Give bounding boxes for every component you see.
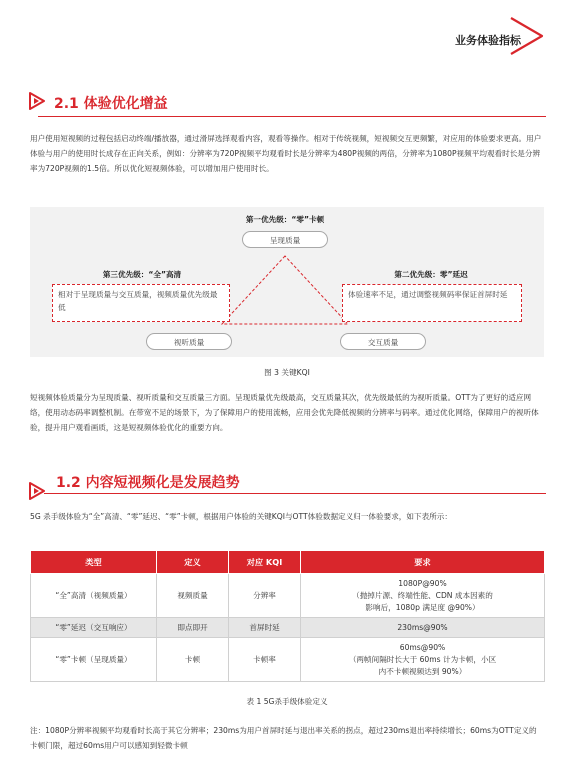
play-icon <box>28 482 46 500</box>
section-divider <box>44 493 546 494</box>
requirement-line: 内不卡顿视频达到 90%） <box>378 666 467 676</box>
section-intro-paragraph: 5G 杀手级体验为“全”高清、“零”延迟、“零”卡顿，根据用户体验的关键KQI与OTT体验数据定义归一体验要求，如下表所示： <box>30 512 452 521</box>
table-cell: “全”高清（视频质量） <box>31 574 157 618</box>
section-divider <box>38 116 546 117</box>
section-title: 1.2 内容短视频化是发展趋势 <box>56 475 240 491</box>
priority-3-description: 相对于呈现质量与交互质量，视频质量优先级最低 <box>52 284 230 322</box>
requirement-line: 60ms@90% <box>399 642 446 652</box>
requirement-line: 影响后，1080p 满足度 @90%） <box>365 602 480 612</box>
table-cell: 即点即开 <box>157 618 229 638</box>
table-cell: 分辨率 <box>229 574 301 618</box>
table-row <box>31 618 545 638</box>
section-intro-paragraph: 用户使用短视频的过程包括启动终端/播放器，通过滑屏选择观看内容，观看等操作。相对于传统视频，短视频交互更频繁，对应用的体验要求更高。用户体验与用户的使用时长成存在正向关系，例如：分辨率为720P视频平均观看时长是分辨率为480P视频的两倍，分辨率为1080P视频平均观看时长是分辨率为720P视频的1.5倍。所以优化短视频体验，可以增加用户使用时长。 <box>30 134 542 173</box>
presentation-quality-pill: 呈现质量 <box>242 231 328 248</box>
priority-3-title: 第三优先级：“全”高清 <box>102 270 182 279</box>
table-row <box>31 574 545 618</box>
audiovisual-quality-pill: 视听质量 <box>146 333 232 350</box>
column-header: 要求 <box>301 551 545 574</box>
priority-2-title: 第二优先级：零”延迟 <box>394 270 468 279</box>
table-cell: 首屏时延 <box>229 618 301 638</box>
chevron-arrow-icon <box>505 15 547 57</box>
header-title: 业务体验指标 <box>455 34 521 47</box>
requirement-line: 1080P@90% <box>398 578 447 588</box>
table-caption: 表 1 5G杀手级体验定义 <box>246 697 328 706</box>
section-title: 2.1 体验优化增益 <box>54 96 168 112</box>
table-note: 注：1080P分辨率视频平均观看时长高于其它分辨率；230ms为用户首屏时延与退出率关系的拐点，超过230ms退出率持续增长；60ms为OTT定义的卡顿门限，超过60ms用户可以感知到轻微卡顿 <box>30 726 537 750</box>
table-cell <box>301 638 545 682</box>
priority-1-title: 第一优先级：“零”卡顿 <box>245 215 325 224</box>
requirement-line: （抛掉片源、终端性能、CDN 成本因素的 <box>352 590 493 600</box>
killer-experience-table <box>30 550 545 682</box>
table-header-row <box>31 551 545 574</box>
table-cell <box>301 618 545 638</box>
column-header: 类型 <box>31 551 157 574</box>
table-cell: “零”卡顿（呈现质量） <box>31 638 157 682</box>
figure-caption: 图 3 关键KQI <box>264 368 310 377</box>
priority-2-description: 体验速率不足，通过调整视频码率保证首屏时延 <box>342 284 522 322</box>
table-cell: 视频质量 <box>157 574 229 618</box>
table-cell: “零”延迟（交互响应） <box>31 618 157 638</box>
section-body-paragraph: 短视频体验质量分为呈现质量、视听质量和交互质量三方面。呈现质量优先级最高，交互质量其次，优先级最低的为视听质量。OTT为了更好的适应网络，使用动态码率调整机制。在带宽不足的场景下，为了保障用户的使用流畅，应用会优先降低视频的分辨率与码率。通过优化网络，保障用户的视听体验，提升用户观看画质，这是短视频体验优化的重要方向。 <box>30 393 539 432</box>
table-cell: 卡顿 <box>157 638 229 682</box>
requirement-line: 230ms@90% <box>397 622 448 632</box>
column-header: 定义 <box>157 551 229 574</box>
interaction-quality-pill: 交互质量 <box>340 333 426 350</box>
table-cell <box>301 574 545 618</box>
requirement-line: （两帧间隔时长大于 60ms 计为卡顿，小区 <box>348 654 497 664</box>
table-row <box>31 638 545 682</box>
column-header: 对应 KQI <box>229 551 301 574</box>
table-cell: 卡顿率 <box>229 638 301 682</box>
play-icon <box>28 92 46 110</box>
